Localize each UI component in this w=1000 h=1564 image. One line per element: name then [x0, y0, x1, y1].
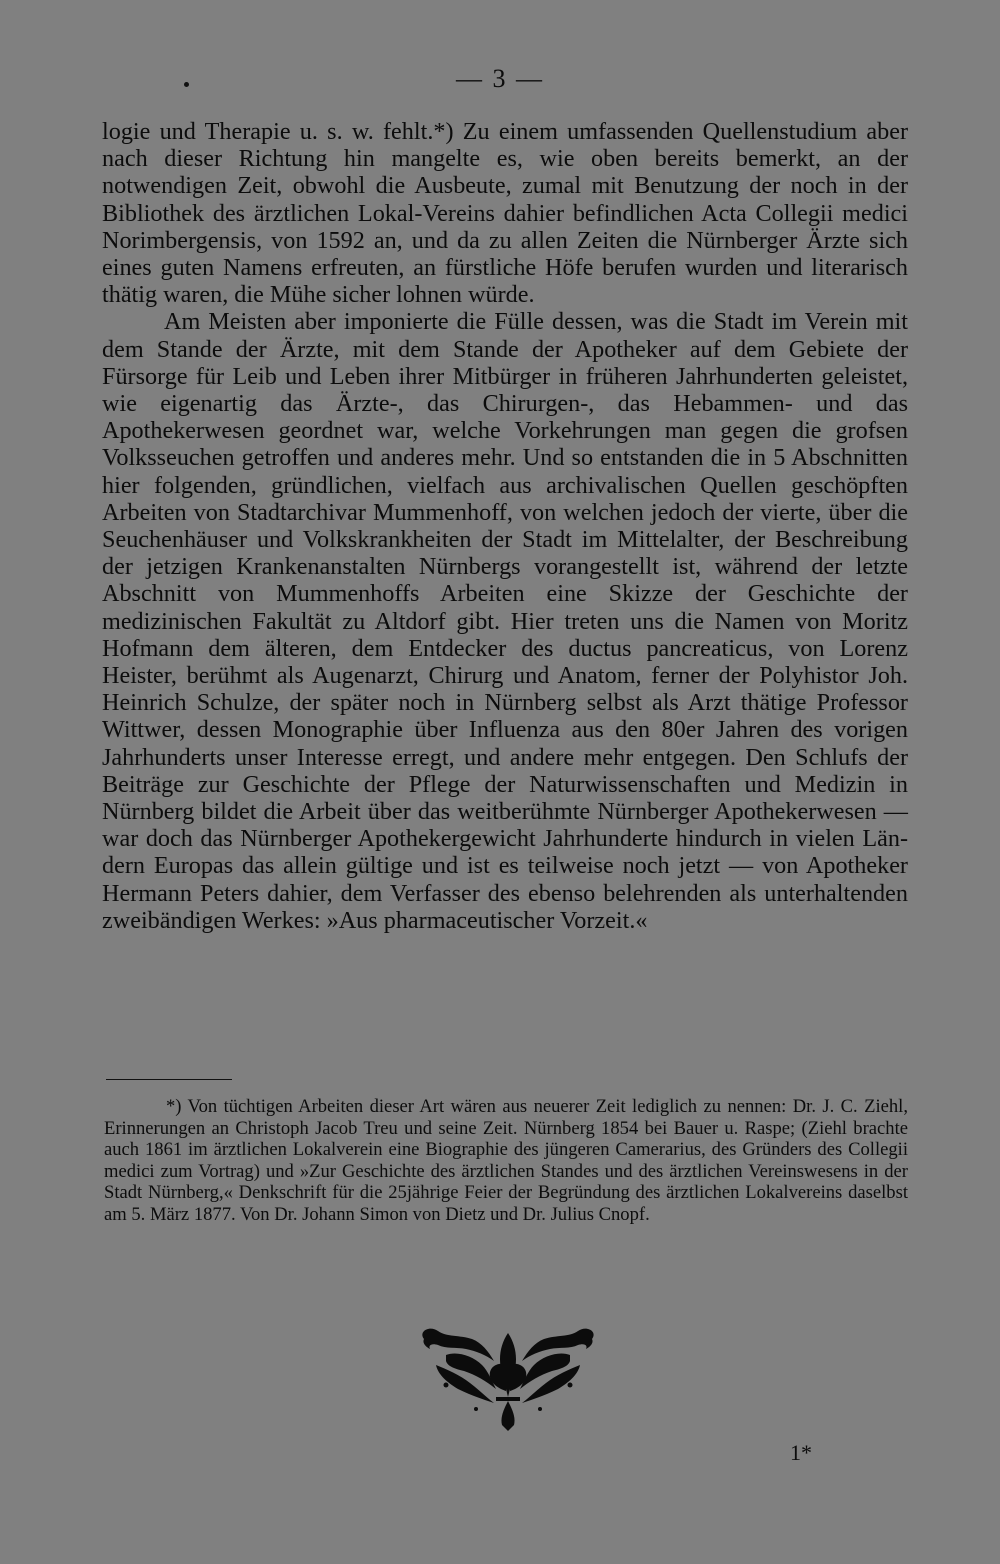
paragraph-2: Am Meisten aber imponierte die Fülle dessen, was die Stadt im Verein mit dem Stande der Ärzte, mit dem Stande der Apotheker auf dem Gebiete der Fürsorge für Leib und Leben ihrer Mitbürger in früheren Jahrhunderten geleistet, wie eigenartig das Ärzte-, das Chirurgen-, das Hebammen- und das Apothekerwesen geordnet war, welche Vorkehrungen man gegen die grofsen Volksseuchen getroffen und anderes mehr. Und so entstanden die in 5 Abschnitten hier folgenden, gründlichen, vielfach aus archivalischen Quellen geschöpften Arbeiten von Stadtarchivar Mummenhoff, von welchen jedoch der vierte, über die Seuchenhäuser und Volkskrankheiten der Stadt im Mittelalter, der Beschreibung der jetzigen Krankenanstalten Nürnbergs vorangestellt ist, während der letzte Abschnitt von Mummenhoffs Arbeiten eine Skizze der Geschichte der medizinischen Fakultät zu Altdorf gibt. Hier treten uns die Namen von Moritz Hofmann dem älteren, dem Entdecker des ductus pancreaticus, von Lorenz Heister, berühmt als Augenarzt, Chirurg und Anatom, ferner der Polyhistor Joh. Heinrich Schulze, der später noch in Nürnberg selbst als Arzt thätige Professor Wittwer, dessen Monographie über Influenza aus den 80er Jahren des vorigen Jahrhunderts unser Interesse erregt, und andere mehr entgegen. Den Schlufs der Beiträge zur Geschichte der Pflege der Naturwissenschaften und Medizin in Nürnberg bildet die Arbeit über das weitberühmte Nürnberger Apothekerwesen — war doch das Nürnberger Apothekergewicht Jahrhunderte hindurch in vielen Ländern Europas das allein gültige und ist es teilweise noch jetzt — von Apotheker Hermann Peters dahier, dem Verfasser des ebenso belehrenden als unterhaltenden zweibändigen Werkes: »Aus pharmaceutischer Vorzeit.«	[102, 308, 908, 934]
main-text	[102, 118, 908, 934]
paragraph-1: logie und Therapie u. s. w. fehlt.*) Zu einem umfassenden Quellenstudium aber nach dieser Richtung hin mangelte es, wie oben bereits bemerkt, an der notwendigen Zeit, obwohl die Ausbeute, zumal mit Benutzung der noch in der Bibliothek des ärztlichen Lokal-Vereins dahier befindlichen Acta Collegii medici Norimbergensis, von 1592 an, und da zu allen Zeiten die Nürnberger Ärzte sich eines guten Namens erfreuten, an fürstliche Höfe berufen wurden und literarisch thätig waren, die Mühe sicher lohnen würde.	[102, 118, 908, 309]
fleur-de-lis-ornament-icon	[416, 1325, 600, 1433]
footnote-separator	[106, 1079, 232, 1080]
footnote	[104, 1096, 908, 1226]
signature-mark: 1*	[790, 1440, 812, 1465]
footnote-text: *) Von tüchtigen Arbeiten dieser Art wären aus neuerer Zeit lediglich zu nennen: Dr. J. C. Ziehl, Erinnerungen an Christoph Jacob Treu und seine Zeit. Nürnberg 1854 bei Bauer u. Raspe; (Ziehl brachte auch 1861 im ärztlichen Lokalverein eine Biographie des jüngeren Camerarius, des Gründers des Collegii medici zum Vortrag) und »Zur Geschichte des ärztlichen Standes und des ärztlichen Vereinswesens in der Stadt Nürnberg,« Denkschrift für die 25jährige Feier der Begründung des ärztlichen Lokalvereins daselbst am 5. März 1877. Von Dr. Johann Simon von Dietz und Dr. Julius Cnopf.	[104, 1096, 908, 1225]
page-number: — 3 —	[456, 64, 544, 93]
print-speck	[184, 82, 189, 87]
